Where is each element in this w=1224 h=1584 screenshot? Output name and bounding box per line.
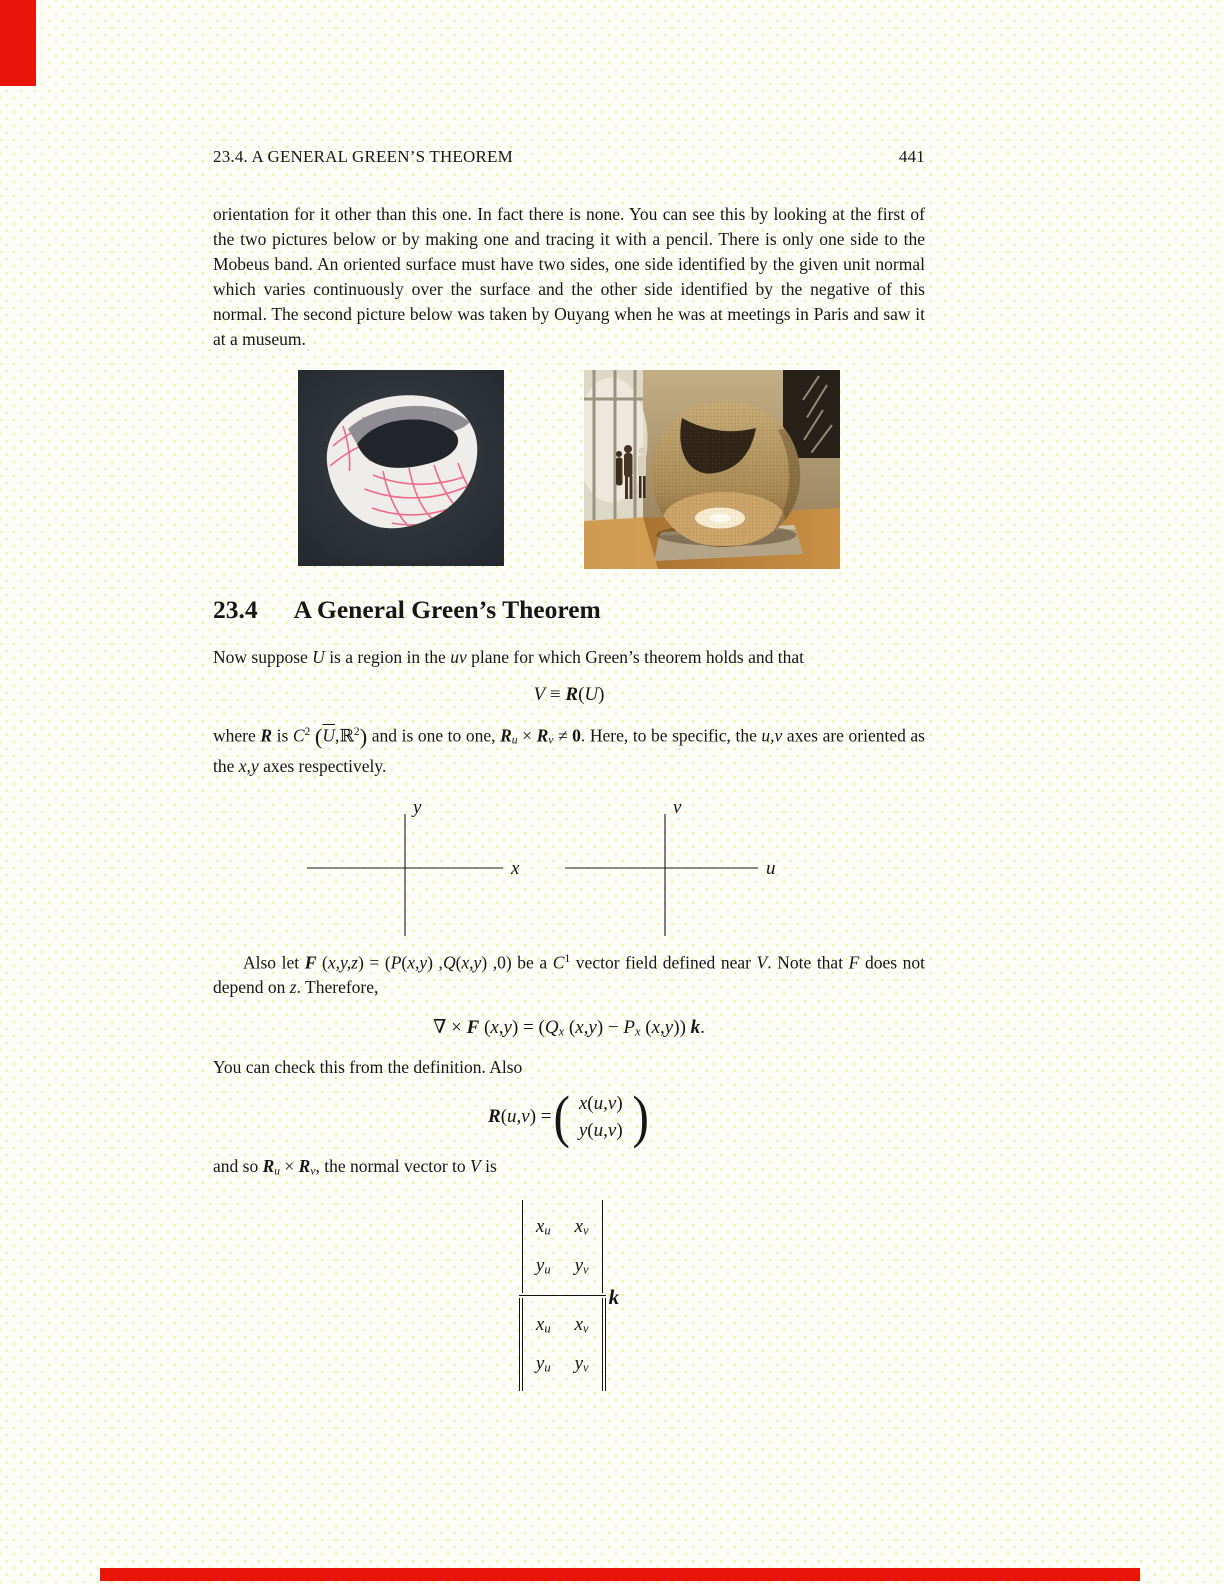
column-vector-row2: y(u,v) xyxy=(578,1119,623,1141)
column-vector xyxy=(571,1093,631,1142)
paragraph-and-so: and so Ru × Rv, the normal vector to V is xyxy=(213,1155,497,1178)
column-vector-row1: x(u,v) xyxy=(578,1092,623,1114)
u-axis-label: u xyxy=(766,857,776,879)
running-head xyxy=(213,147,925,167)
paragraph-where-r: where R is $C^2$ $(\overline{U},ℝ^2)$ and is one to one, Ru × Rv ≠ 0. Here, to be specific, the u,v axes are oriented as the x,y axes respectively. xyxy=(213,724,925,776)
mobius-paper-photo xyxy=(298,370,504,566)
left-paren: ( xyxy=(552,1084,570,1150)
equation-r-uv-lhs: R(u,v) = xyxy=(488,1106,552,1128)
normal-vector-equation xyxy=(213,1200,925,1391)
fraction-bar xyxy=(519,1295,606,1296)
xy-uv-axes-illustration xyxy=(213,795,925,936)
paragraph-now-suppose: Now suppose U is a region in the uv plane for which Green’s theorem holds and that xyxy=(213,647,804,667)
axes-diagrams xyxy=(213,795,925,941)
section-number: 23.4 xyxy=(213,595,258,624)
equation-v-equiv-ru: V ≡ R(U) xyxy=(533,684,605,705)
paragraph-check-definition: You can check this from the definition. Also xyxy=(213,1057,523,1078)
page-number: 441 xyxy=(898,147,925,166)
scan-artifact-bottom xyxy=(100,1568,1140,1581)
v-axis-label: v xyxy=(673,796,682,818)
section-heading xyxy=(213,595,925,625)
k-vector-label: k xyxy=(608,1285,620,1310)
scan-artifact-top-left xyxy=(0,0,36,86)
equation-curl: ∇ × F (x,y) = (Qx (x,y) − Px (x,y)) k. xyxy=(433,1016,705,1039)
section-title: A General Green’s Theorem xyxy=(293,595,601,624)
numerator-determinant: xu xv yu yv xyxy=(522,1200,603,1293)
equation-r-uv xyxy=(213,1084,925,1150)
y-axis-label: y xyxy=(413,796,422,818)
denominator-norm: xu xv yu yv xyxy=(519,1298,606,1391)
mobius-sculpture-photo xyxy=(584,370,840,569)
paragraph-orientation: orientation for it other than this one. In fact there is none. You can see this by looking at the first of the two pictures below or by making one and tracing it with a pencil. There is only one side to the Mobeus band. An oriented surface must have two sides, one side identified by the given unit normal which varies continuously over the surface and the other side identified by the negative of this normal. The second picture below was taken by Ouyang when he was at meetings in Paris and saw it at a museum. xyxy=(213,204,925,349)
running-head-title: 23.4. A GENERAL GREEN’S THEOREM xyxy=(213,147,513,166)
paragraph-also-let: Also let F (x,y,z) = (P(x,y) ,Q(x,y) ,0) be a $C^1$ vector field defined near V. Note that F does not depend on z. Therefore, xyxy=(213,951,925,997)
x-axis-label: x xyxy=(511,857,520,879)
right-paren: ) xyxy=(632,1084,649,1150)
figures-row xyxy=(213,370,925,569)
